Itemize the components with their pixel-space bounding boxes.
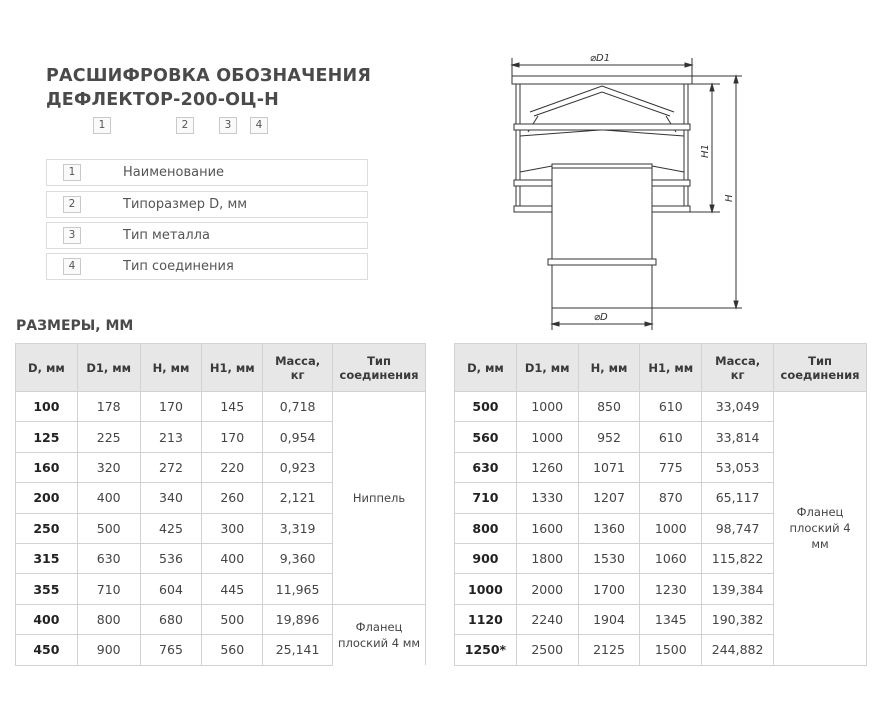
cell-d: 900 xyxy=(455,543,517,573)
cell-h1: 1345 xyxy=(640,604,702,634)
cell-d: 1120 xyxy=(455,604,517,634)
cell-mass: 11,965 xyxy=(263,574,333,604)
cell-connection-flange: Фланец плоский 4 мм xyxy=(774,392,867,666)
cell-h1: 300 xyxy=(202,513,263,543)
cell-d: 560 xyxy=(455,422,517,452)
badge-1: 1 xyxy=(93,117,111,134)
cell-d: 800 xyxy=(455,513,517,543)
cell-d1: 500 xyxy=(77,513,140,543)
cell-h1: 260 xyxy=(202,483,263,513)
cell-mass: 0,954 xyxy=(263,422,333,452)
cell-h1: 170 xyxy=(202,422,263,452)
cell-h: 425 xyxy=(140,513,202,543)
header-d: D, мм xyxy=(455,344,517,392)
cell-h1: 870 xyxy=(640,483,702,513)
cell-d: 355 xyxy=(16,574,78,604)
cell-d: 710 xyxy=(455,483,517,513)
cell-h1: 610 xyxy=(640,392,702,422)
cell-mass: 98,747 xyxy=(702,513,774,543)
cell-h1: 1500 xyxy=(640,635,702,665)
cell-d1: 800 xyxy=(77,604,140,634)
cell-h: 1071 xyxy=(578,452,640,482)
cell-h: 1360 xyxy=(578,513,640,543)
cell-h: 272 xyxy=(140,452,202,482)
cell-d1: 400 xyxy=(77,483,140,513)
sizes-title: РАЗМЕРЫ, ММ xyxy=(16,318,134,334)
cell-d: 630 xyxy=(455,452,517,482)
cell-d: 500 xyxy=(455,392,517,422)
cell-h: 1530 xyxy=(578,543,640,573)
header-d1: D1, мм xyxy=(516,344,578,392)
cell-h1: 500 xyxy=(202,604,263,634)
cell-connection-flange: Фланец плоский 4 мм xyxy=(333,604,426,665)
dim-label-d1: ⌀D1 xyxy=(590,53,611,64)
dim-label-h1: H1 xyxy=(700,144,711,158)
cell-h1: 400 xyxy=(202,543,263,573)
cell-d1: 2000 xyxy=(516,574,578,604)
cell-mass: 33,049 xyxy=(702,392,774,422)
cell-d1: 630 xyxy=(77,543,140,573)
cell-h: 213 xyxy=(140,422,202,452)
badge-4: 4 xyxy=(250,117,268,134)
header-mass: Масса, кг xyxy=(263,344,333,392)
dimensions-table-right xyxy=(454,343,867,666)
header-connection: Тип соединения xyxy=(774,344,867,392)
table-row xyxy=(16,604,426,634)
cell-mass: 3,319 xyxy=(263,513,333,543)
cell-h: 765 xyxy=(140,635,202,665)
cell-h1: 1060 xyxy=(640,543,702,573)
cell-d: 125 xyxy=(16,422,78,452)
cell-h1: 1000 xyxy=(640,513,702,543)
header-d1: D1, мм xyxy=(77,344,140,392)
cell-mass: 115,822 xyxy=(702,543,774,573)
cell-mass: 25,141 xyxy=(263,635,333,665)
cell-d1: 225 xyxy=(77,422,140,452)
cell-mass: 2,121 xyxy=(263,483,333,513)
cell-d1: 178 xyxy=(77,392,140,422)
cell-h: 850 xyxy=(578,392,640,422)
cell-d: 250 xyxy=(16,513,78,543)
cell-mass: 33,814 xyxy=(702,422,774,452)
header-h: H, мм xyxy=(140,344,202,392)
cell-h1: 610 xyxy=(640,422,702,452)
cell-h: 952 xyxy=(578,422,640,452)
legend-label: Наименование xyxy=(123,165,225,180)
legend-row-2 xyxy=(46,191,368,218)
cell-d1: 900 xyxy=(77,635,140,665)
legend-number: 2 xyxy=(63,196,81,213)
legend-number: 3 xyxy=(63,227,81,244)
legend-label: Тип металла xyxy=(123,228,210,243)
deflector-technical-drawing xyxy=(490,40,750,335)
cell-d: 1000 xyxy=(455,574,517,604)
cell-mass: 19,896 xyxy=(263,604,333,634)
cell-h: 2125 xyxy=(578,635,640,665)
cell-mass: 65,117 xyxy=(702,483,774,513)
cell-mass: 190,382 xyxy=(702,604,774,634)
cell-d: 1250* xyxy=(455,635,517,665)
header-mass: Масса, кг xyxy=(702,344,774,392)
cell-d1: 1800 xyxy=(516,543,578,573)
cell-d1: 1330 xyxy=(516,483,578,513)
legend-label: Типоразмер D, мм xyxy=(123,197,248,212)
cell-h1: 145 xyxy=(202,392,263,422)
table-row xyxy=(455,392,867,422)
cell-mass: 139,384 xyxy=(702,574,774,604)
cell-d: 450 xyxy=(16,635,78,665)
header-h1: H1, мм xyxy=(202,344,263,392)
cell-h1: 560 xyxy=(202,635,263,665)
dimensions-table-left xyxy=(15,343,426,666)
cell-h1: 1230 xyxy=(640,574,702,604)
cell-h1: 445 xyxy=(202,574,263,604)
cell-h: 1904 xyxy=(578,604,640,634)
cell-mass: 0,923 xyxy=(263,452,333,482)
legend-row-4 xyxy=(46,253,368,280)
cell-d1: 1000 xyxy=(516,392,578,422)
cell-h: 170 xyxy=(140,392,202,422)
cell-d1: 710 xyxy=(77,574,140,604)
cell-h: 1207 xyxy=(578,483,640,513)
cell-d1: 320 xyxy=(77,452,140,482)
legend-row-1 xyxy=(46,159,368,186)
badge-3: 3 xyxy=(219,117,237,134)
cell-d: 160 xyxy=(16,452,78,482)
cell-mass: 53,053 xyxy=(702,452,774,482)
cell-h: 680 xyxy=(140,604,202,634)
cell-h: 604 xyxy=(140,574,202,604)
cell-d1: 1600 xyxy=(516,513,578,543)
cell-d1: 1000 xyxy=(516,422,578,452)
header-h: H, мм xyxy=(578,344,640,392)
designation-title-line1: РАСШИФРОВКА ОБОЗНАЧЕНИЯ xyxy=(46,66,371,86)
designation-title-line2: ДЕФЛЕКТОР-200-ОЦ-Н xyxy=(46,90,280,110)
cell-h1: 220 xyxy=(202,452,263,482)
cell-h1: 775 xyxy=(640,452,702,482)
legend-number: 1 xyxy=(63,164,81,181)
header-connection: Тип соединения xyxy=(333,344,426,392)
header-h1: H1, мм xyxy=(640,344,702,392)
cell-d: 400 xyxy=(16,604,78,634)
cell-d: 100 xyxy=(16,392,78,422)
cell-h: 1700 xyxy=(578,574,640,604)
dim-label-d: ⌀D xyxy=(594,312,608,323)
legend-label: Тип соединения xyxy=(123,259,234,274)
cell-d1: 2500 xyxy=(516,635,578,665)
header-d: D, мм xyxy=(16,344,78,392)
cell-mass: 0,718 xyxy=(263,392,333,422)
cell-connection-nipple: Ниппель xyxy=(333,392,426,605)
badge-2: 2 xyxy=(176,117,194,134)
legend-row-3 xyxy=(46,222,368,249)
cell-d: 200 xyxy=(16,483,78,513)
table-row xyxy=(16,392,426,422)
cell-mass: 9,360 xyxy=(263,543,333,573)
legend-number: 4 xyxy=(63,258,81,275)
cell-mass: 244,882 xyxy=(702,635,774,665)
cell-h: 536 xyxy=(140,543,202,573)
dim-label-h: H xyxy=(724,194,735,202)
cell-h: 340 xyxy=(140,483,202,513)
cell-d1: 1260 xyxy=(516,452,578,482)
cell-d1: 2240 xyxy=(516,604,578,634)
cell-d: 315 xyxy=(16,543,78,573)
